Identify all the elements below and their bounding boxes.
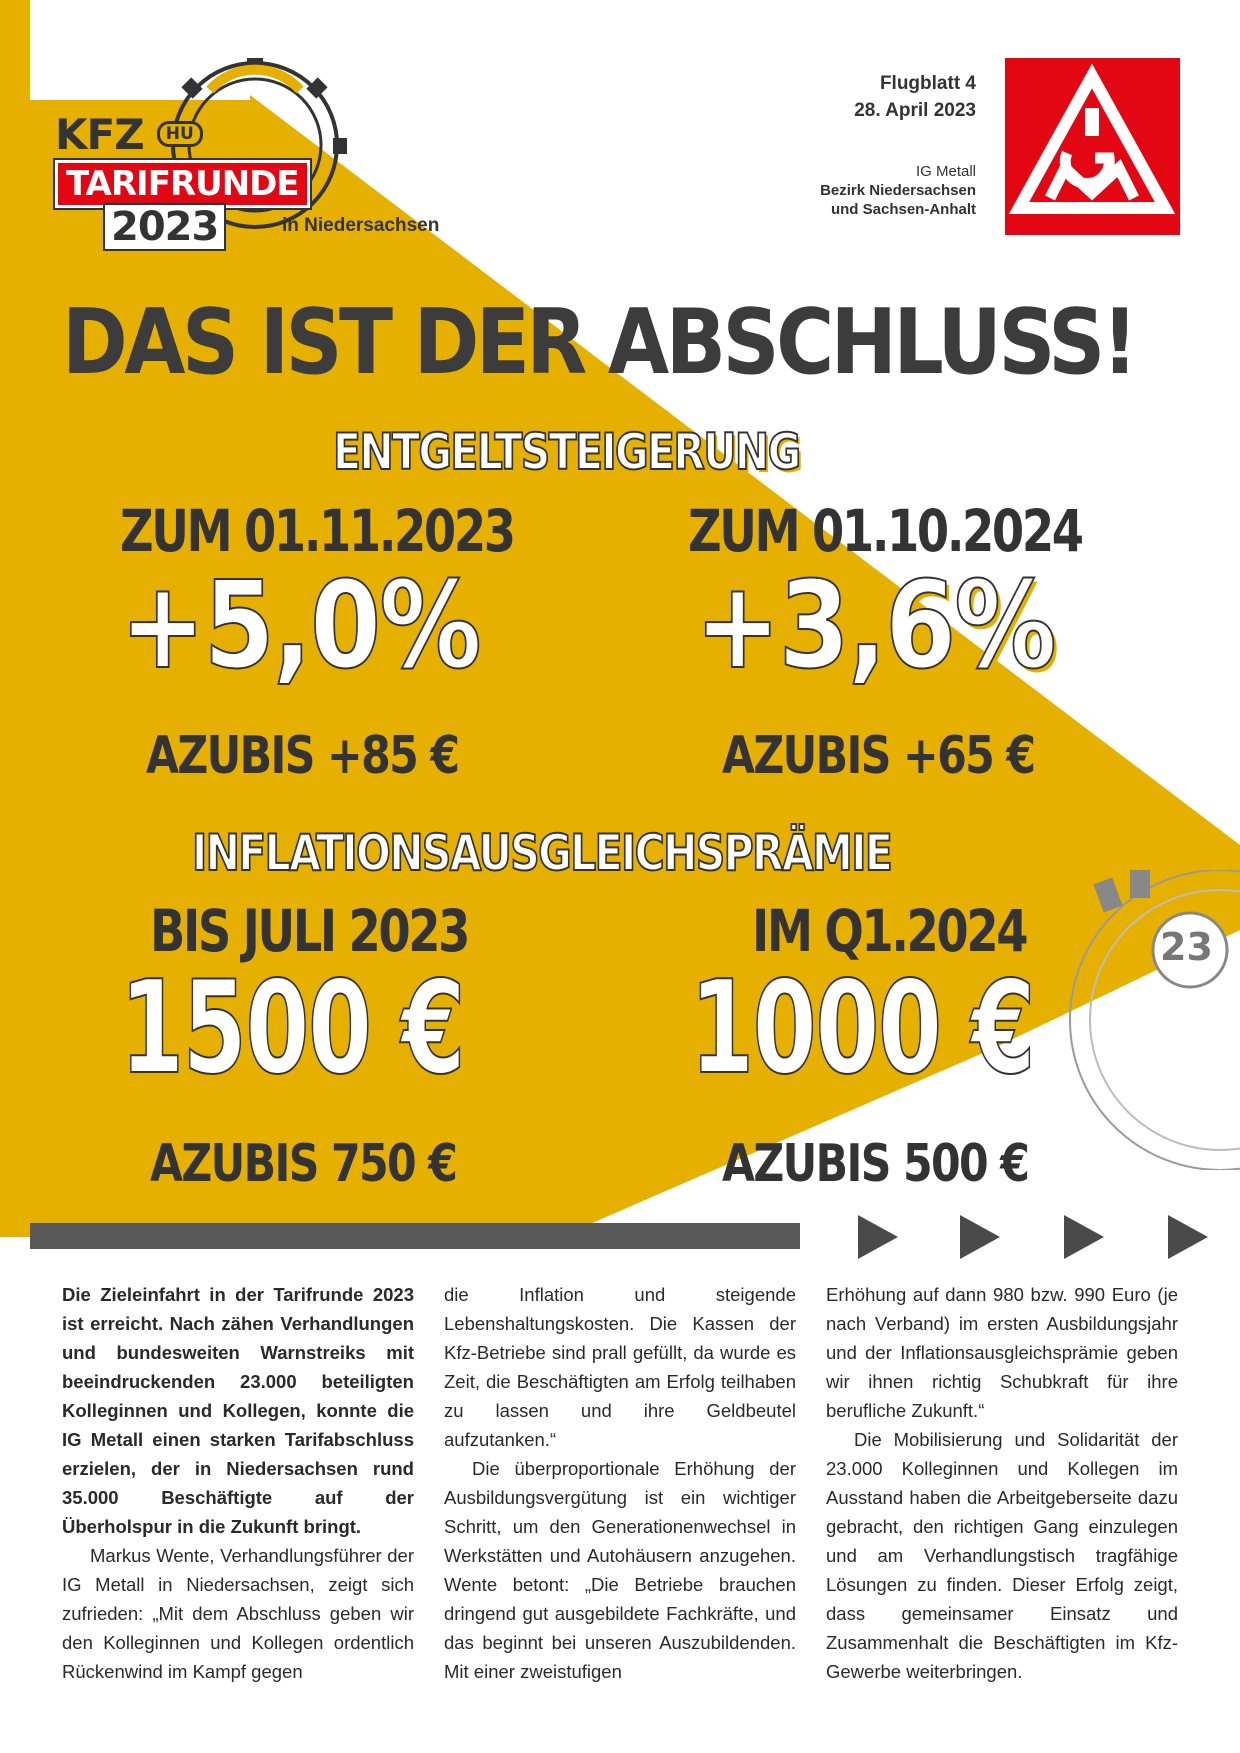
article-paragraph: die Inflation und steigende Lebenshaltungskosten. Die Kassen der Kfz-Betriebe sind prall gefüllt, da wurde es Zeit, die Beschäftigten am Erfolg teilhaben zu lassen und ihre Geldbeutel aufzutanken.“ [444, 1284, 796, 1450]
entgelt-left-date: ZUM 01.11.2023 [120, 497, 514, 565]
inflation-right-value: 1000 € [690, 954, 1035, 1103]
logo-kfz-text: KFZ [55, 110, 144, 159]
entgelt-right-value: +3,6% [695, 557, 1055, 696]
arrow-right-icon [960, 1215, 1000, 1259]
page-headline: DAS IST DER ABSCHLUSS! [62, 290, 1135, 395]
org-district: Bezirk Niedersachsen [820, 182, 976, 199]
article-paragraph: Markus Wente, Verhandlungsführer der IG Metall in Niedersachsen, zeigt sich zufrieden: „Mit dem Abschluss geben wir den Kolleginnen und Kollegen ordentlich Rückenwind im Kampf gegen [62, 1545, 414, 1682]
section-title-inflation: INFLATIONSAUSGLEICHSPRÄMIE [192, 824, 892, 882]
entgelt-left-value: +5,0% [120, 557, 480, 696]
logo-hu-badge: HU [157, 121, 203, 147]
flyer-number: Flugblatt 4 [879, 73, 976, 94]
article-column-1 [62, 1280, 414, 1686]
article-column-2 [444, 1280, 796, 1686]
inflation-left-azubis: AZUBIS 750 € [150, 1134, 457, 1194]
arrow-right-icon [1064, 1215, 1104, 1259]
logo-year-text: 2023 [105, 205, 224, 249]
inflation-left-value: 1500 € [120, 954, 465, 1103]
entgelt-right-azubis: AZUBIS +65 € [722, 726, 1035, 786]
article-column-3 [826, 1280, 1178, 1686]
inflation-right-date: IM Q1.2024 [752, 897, 1027, 965]
entgelt-left-azubis: AZUBIS +85 € [146, 726, 459, 786]
arrow-right-icon [1168, 1215, 1208, 1259]
article-paragraph: Die Mobilisierung und Solidarität der 23.000 Kolleginnen und Kollegen im Ausstand haben die Arbeitgeberseite dazu gebracht, den richtigen Gang einzulegen und am Verhandlungstisch tragfähige Lösungen zu finden. Dieser Erfolg zeigt, dass gemeinsamer Einsatz und Zusammenhalt die Beschäftigten im Kfz-Gewerbe weiterbringen. [826, 1429, 1178, 1682]
flyer-date: 28. April 2023 [854, 100, 976, 121]
divider-bar [30, 1223, 800, 1249]
article-lead: Die Zieleinfahrt in der Tarifrunde 2023 ist erreicht. Nach zähen Verhandlungen und bundesweiten Warnstreiks mit beeindruckenden 23.000 beteiligten Kolleginnen und Kollegen, konnte die IG Metall einen starken Tarifabschluss erzielen, der in Niedersachsen rund 35.000 Beschäftigte auf der Überholspur in die Zukunft bringt. [62, 1284, 414, 1537]
inflation-right-azubis: AZUBIS 500 € [722, 1134, 1029, 1194]
region-label: in Niedersachsen [282, 215, 440, 236]
article-paragraph: Die überproportionale Erhöhung der Ausbildungsvergütung ist ein wichtiger Schritt, um den Generationenwechsel in Werkstätten und Autohäusern anzugehen. Wente betont: „Die Betriebe brauchen dringend gut ausgebildete Fachkräfte, und das beginnt bei unseren Auszubildenden. Mit einer zweistufigen [444, 1458, 796, 1682]
tarifrunde-logo [55, 50, 315, 250]
badge-number: 23 [1160, 925, 1213, 969]
org-region: und Sachsen-Anhalt [830, 201, 976, 218]
org-name: IG Metall [915, 163, 976, 180]
ig-metall-logo [1005, 58, 1180, 235]
arrow-right-icon [858, 1215, 898, 1259]
ig-metall-triangle-icon [1005, 58, 1180, 235]
inflation-left-date: BIS JULI 2023 [150, 897, 469, 965]
section-title-entgelt: ENTGELTSTEIGERUNG [333, 423, 800, 481]
article-paragraph: Erhöhung auf dann 980 bzw. 990 Euro (je nach Verband) im ersten Ausbildungsjahr und der Inflationsausgleichsprämie geben wir ihnen richtig Schubkraft für ihre berufliche Zukunft.“ [826, 1284, 1178, 1421]
flyer-meta [676, 70, 976, 219]
logo-tarifrunde-text: TARIFRUNDE [55, 160, 310, 208]
entgelt-right-date: ZUM 01.10.2024 [688, 497, 1082, 565]
